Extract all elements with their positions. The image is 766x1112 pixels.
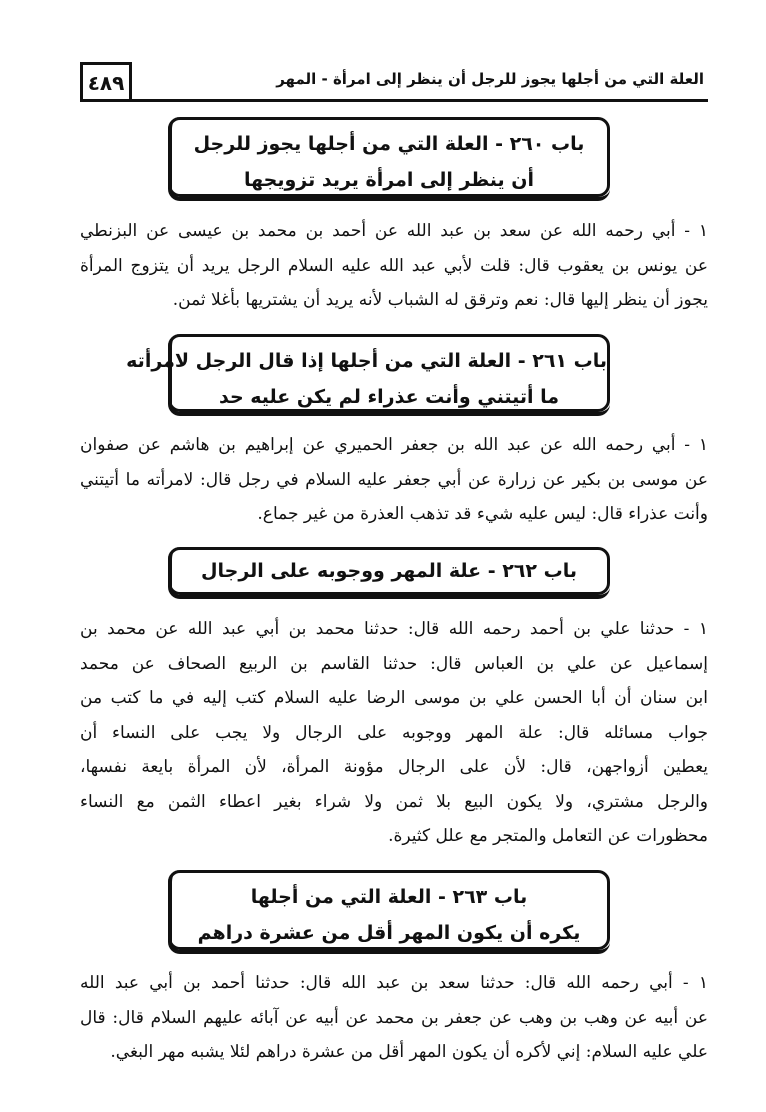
chapter-heading-line: باب ٢٦٢ - علة المهر ووجوبه على الرجال — [201, 560, 577, 582]
text-line: محظورات عن التعامل والمتجر مع علل كثيرة. — [388, 826, 708, 846]
hadith-paragraph — [80, 214, 708, 318]
text-line: وأنت عذراء قال: ليس عليه شيء قد تذهب العذرة من غير جماع. — [257, 504, 708, 524]
chapter-heading-261 — [126, 334, 610, 412]
text-line: والرجل مشتري، ولا يكون البيع بلا ثمن ولا شراء بغير اعطاء الثمن مع النساء — [80, 791, 708, 812]
text-line: ١ - أبي رحمه الله عن عبد الله بن جعفر الحميري عن إبراهيم بن هاشم عن صفوان — [80, 435, 708, 455]
text-line: يجوز أن ينظر إليها قال: نعم وترقق له الشباب لأنه يريد أن يشتريها بأغلا ثمن. — [172, 290, 708, 310]
chapter-heading-262 — [168, 547, 610, 595]
text-line: ١ - حدثنا علي بن أحمد رحمه الله قال: حدثنا محمد بن أبي عبد الله عن محمد بن — [80, 619, 708, 639]
text-line: عن موسى بن بكير عن زرارة عن أبي جعفر عليه السلام في رجل قال: لامرأته ما أتيتني — [80, 469, 708, 490]
text-line: ١ - أبي رحمه الله قال: حدثنا سعد بن عبد الله قال: حدثنا أحمد بن أبي عبد الله — [80, 973, 708, 993]
text-line: علي عليه السلام: إني لأكره أن يكون المهر أقل من عشرة دراهم لئلا يشبه مهر البغي. — [110, 1042, 708, 1062]
page-number: ٤٨٩ — [80, 62, 132, 100]
chapter-heading-line: أن ينظر إلى امرأة يريد تزويجها — [243, 169, 535, 191]
header-rule — [80, 99, 708, 102]
text-line: إسماعيل عن علي بن العباس قال: حدثنا القاسم بن الربيع الصحاف عن محمد — [80, 653, 708, 674]
chapter-heading-263 — [168, 870, 610, 950]
text-line: جواب مسائله قال: علة المهر ووجوبه على الرجال ولا يجب على النساء أن — [80, 722, 708, 743]
chapter-heading-line: باب ٢٦٠ - العلة التي من أجلها يجوز للرجل — [193, 133, 585, 155]
chapter-heading-line: يكره أن يكون المهر أقل من عشرة دراهم — [197, 922, 581, 944]
hadith-paragraph — [80, 966, 708, 1070]
text-line: ابن سنان أن أبا الحسن علي بن موسى الرضا عليه السلام كتب إليه في ما كتب من — [80, 688, 708, 708]
hadith-paragraph — [80, 612, 708, 854]
hadith-paragraph — [80, 428, 708, 532]
text-line: عن يونس بن يعقوب قال: قلت لأبي عبد الله عليه السلام الرجل يريد أن يتزوج المرأة — [80, 255, 708, 276]
chapter-heading-line: باب ٢٦٣ - العلة التي من أجلها — [250, 886, 528, 908]
page-header — [80, 62, 708, 102]
chapter-heading-260 — [168, 117, 610, 197]
running-title: العلة التي من أجلها يجوز للرجل أن ينظر إلى امرأة - المهر — [276, 70, 704, 88]
text-line: يعطين أزواجهن، قال: لأن على الرجال مؤونة المرأة، لأن المرأة بايعة نفسها، — [80, 757, 708, 777]
chapter-heading-line: ما أتيتني وأنت عذراء لم يكن عليه حد — [218, 386, 560, 408]
text-line: ١ - أبي رحمه الله عن سعد بن عبد الله عن أحمد بن محمد بن عيسى عن البزنطي — [80, 221, 708, 241]
text-line: عن أبيه عن وهب بن وهب عن جعفر بن محمد عن أبيه عن آبائه عليهم السلام قال: قال — [80, 1007, 708, 1028]
chapter-heading-line: باب ٢٦١ - العلة التي من أجلها إذا قال الرجل لامرأته — [126, 350, 607, 372]
